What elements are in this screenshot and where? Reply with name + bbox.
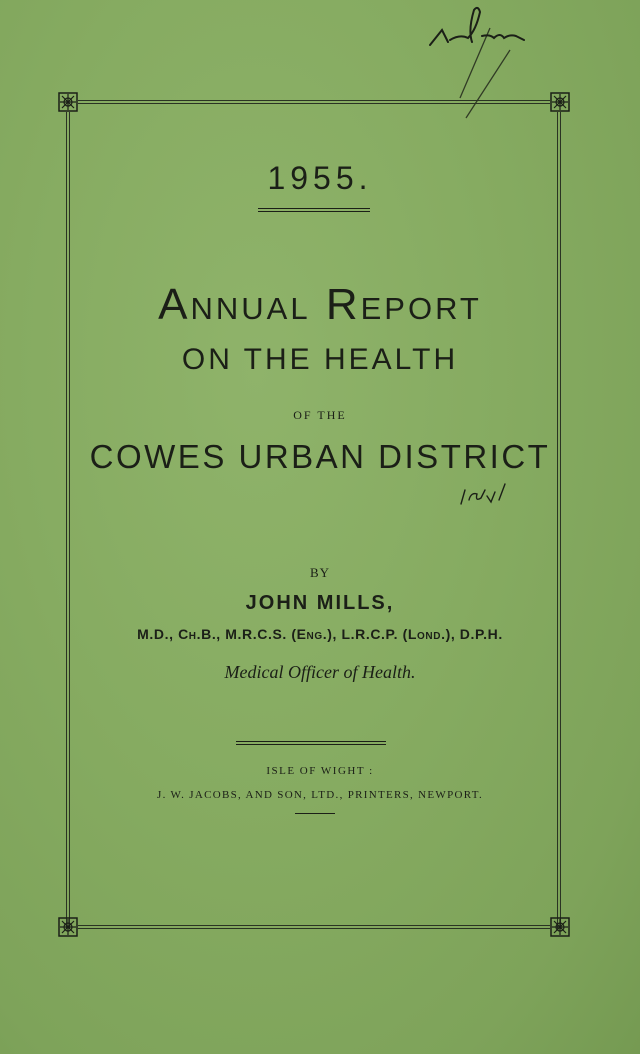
printer-line: J. W. JACOBS, AND SON, LTD., PRINTERS, NEWPORT.	[156, 789, 483, 801]
frame-right-rule	[557, 112, 561, 929]
celtic-knot-icon	[550, 92, 570, 112]
divider-rule	[236, 741, 386, 745]
author-qualifications: M.D., Ch.B., M.R.C.S. (Eng.), L.R.C.P. (Lond.), D.P.H.	[137, 626, 503, 642]
frame-top-rule	[78, 100, 550, 104]
frame-bottom-rule	[78, 925, 550, 929]
by-label: BY	[309, 565, 331, 580]
report-subtitle: ON THE HEALTH	[181, 343, 459, 376]
author-role: Medical Officer of Health.	[224, 662, 416, 682]
connector-text: OF THE	[293, 408, 347, 422]
author-name: JOHN MILLS,	[245, 592, 395, 614]
celtic-knot-icon	[58, 92, 78, 112]
place-line: ISLE OF WIGHT :	[266, 765, 374, 777]
short-rule	[295, 813, 335, 814]
district-name: COWES URBAN DISTRICT	[89, 438, 551, 475]
frame-left-rule	[66, 112, 70, 929]
report-title: Annual Report	[158, 280, 482, 329]
handwritten-mark	[455, 478, 525, 508]
year-underline	[258, 208, 370, 212]
report-year: 1955.	[267, 160, 373, 196]
celtic-knot-icon	[58, 917, 78, 937]
celtic-knot-icon	[550, 917, 570, 937]
